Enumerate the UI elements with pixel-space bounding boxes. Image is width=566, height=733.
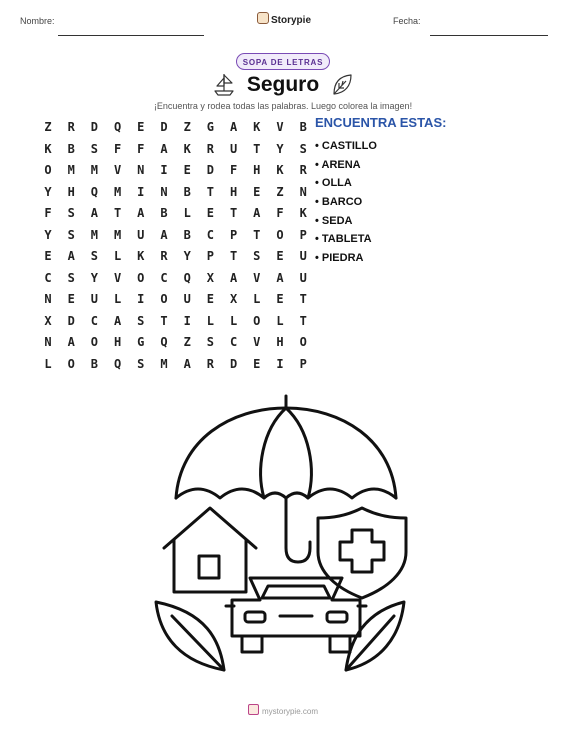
grid-letter: T <box>253 141 261 156</box>
grid-letter: V <box>253 270 261 285</box>
puzzle-type-badge: SOPA DE LETRAS <box>236 53 330 70</box>
instructions: ¡Encuentra y rodea todas las palabras. Luego colorea la imagen! <box>153 101 413 111</box>
umbrella-icon <box>176 396 396 562</box>
grid-letter: A <box>229 270 238 285</box>
grid-letter: G <box>206 120 214 134</box>
grid-letter: N <box>137 163 145 177</box>
grid-letter: U <box>299 249 307 263</box>
date-label: Fecha: <box>393 16 421 26</box>
grid-letter: G <box>137 335 145 349</box>
grid-letter: E <box>253 356 261 371</box>
grid-letter: T <box>113 206 122 220</box>
grid-letter: D <box>206 163 214 177</box>
grid-letter: E <box>67 292 75 306</box>
grid-letter: O <box>44 163 52 177</box>
grid-letter: A <box>276 270 284 285</box>
grid-letter: V <box>113 163 122 177</box>
grid-letter: O <box>276 227 284 242</box>
grid-letter: S <box>253 249 261 263</box>
grid-letter: F <box>276 206 284 220</box>
grid-letter: A <box>253 206 261 220</box>
grid-letter: V <box>276 120 284 134</box>
grid-letter: D <box>67 313 75 328</box>
grid-letter: E <box>276 249 284 263</box>
page-header <box>0 10 566 34</box>
grid-letter: H <box>229 184 238 199</box>
grid-letter: E <box>183 163 191 177</box>
grid-letter: M <box>90 227 98 242</box>
grid-letter: I <box>160 163 168 177</box>
page-title: Seguro <box>246 73 320 96</box>
grid-letter: U <box>183 292 191 306</box>
grid-letter: N <box>299 184 307 199</box>
grid-letter: T <box>299 292 307 306</box>
grid-letter: A <box>90 206 98 220</box>
grid-letter: S <box>90 141 98 156</box>
grid-letter: T <box>229 249 238 263</box>
grid-letter: A <box>160 141 168 156</box>
grid-letter: U <box>299 270 307 285</box>
grid-letter: X <box>229 292 238 306</box>
grid-letter: Q <box>113 120 122 134</box>
page-footer <box>0 704 566 716</box>
grid-letter: D <box>229 356 238 371</box>
grid-letter: Y <box>183 249 191 263</box>
grid-letter: S <box>67 206 75 220</box>
grid-letter: M <box>90 163 98 177</box>
grid-letter: F <box>229 163 238 177</box>
grid-letter: B <box>183 227 191 242</box>
grid-letter: L <box>113 292 122 306</box>
name-label: Nombre: <box>20 16 55 26</box>
grid-letter: K <box>253 120 261 134</box>
grid-letter: O <box>67 356 75 371</box>
grid-letter: H <box>276 335 284 349</box>
grid-letter: D <box>160 120 168 134</box>
grid-letter: C <box>160 270 168 285</box>
grid-letter: Y <box>276 141 284 156</box>
word-item: • PIEDRA <box>315 252 364 265</box>
leaf-icon <box>156 602 224 670</box>
grid-letter: O <box>137 270 145 285</box>
grid-letter: P <box>299 356 307 371</box>
grid-letter: A <box>229 120 238 134</box>
grid-letter: C <box>44 270 52 285</box>
grid-letter: L <box>183 206 191 220</box>
grid-letter: S <box>67 270 75 285</box>
grid-letter: E <box>253 184 261 199</box>
grid-letter: S <box>137 313 145 328</box>
grid-letter: C <box>206 227 214 242</box>
grid-letter: K <box>44 141 52 156</box>
grid-letter: V <box>253 335 261 349</box>
word-item: • BARCO <box>315 196 363 209</box>
grid-letter: N <box>44 292 52 306</box>
insurance-illustration <box>150 390 410 675</box>
grid-letter: K <box>137 249 145 263</box>
grid-letter: R <box>160 249 168 263</box>
grid-letter: S <box>67 227 75 242</box>
grid-letter: P <box>229 227 238 242</box>
word-item: • OLLA <box>315 177 352 190</box>
grid-letter: T <box>206 184 214 199</box>
grid-letter: B <box>299 120 307 134</box>
grid-letter: M <box>160 356 168 371</box>
grid-letter: U <box>90 292 98 306</box>
grid-letter: U <box>137 227 145 242</box>
grid-letter: U <box>229 141 238 156</box>
word-list-title: ENCUENTRA ESTAS: <box>315 115 447 130</box>
grid-letter: S <box>137 356 145 371</box>
grid-letter: B <box>160 206 168 220</box>
grid-letter: L <box>44 356 52 371</box>
grid-letter: O <box>253 313 261 328</box>
grid-letter: Y <box>44 184 52 199</box>
grid-letter: S <box>90 249 98 263</box>
house-icon <box>164 508 256 592</box>
leaf-decoration-icon <box>330 72 354 98</box>
grid-letter: R <box>299 163 307 177</box>
grid-letter: K <box>183 141 191 156</box>
grid-letter: Z <box>276 184 284 199</box>
grid-letter: L <box>206 313 214 328</box>
grid-letter: T <box>253 227 261 242</box>
grid-letter: I <box>183 313 191 328</box>
grid-letter: S <box>206 335 214 349</box>
grid-letter: P <box>206 249 214 263</box>
grid-letter: Q <box>113 356 122 371</box>
grid-letter: Y <box>90 270 98 285</box>
brand-name: Storypie <box>271 15 312 26</box>
grid-letter: F <box>113 141 122 156</box>
grid-letter: R <box>206 141 214 156</box>
date-line <box>430 35 548 36</box>
grid-letter: E <box>206 292 214 306</box>
word-list <box>315 137 377 268</box>
grid-letter: N <box>44 335 52 349</box>
grid-letter: Y <box>44 227 52 242</box>
grid-letter: P <box>299 227 307 242</box>
grid-letter: L <box>276 313 284 328</box>
grid-letter: C <box>229 335 238 349</box>
word-item: • TABLETA <box>315 233 372 246</box>
grid-letter: B <box>67 141 75 156</box>
grid-letter: T <box>160 313 168 328</box>
grid-letter: A <box>113 313 122 328</box>
word-item: • SEDA <box>315 214 353 227</box>
grid-letter: Q <box>183 270 191 285</box>
grid-letter: D <box>90 120 98 134</box>
grid-letter: K <box>276 163 284 177</box>
grid-letter: Q <box>160 335 168 349</box>
grid-letter: E <box>137 120 145 134</box>
name-line <box>58 35 204 36</box>
shield-cross-icon <box>318 508 406 598</box>
grid-letter: Z <box>183 335 191 349</box>
grid-letter: L <box>113 249 122 263</box>
grid-letter: O <box>160 292 168 306</box>
grid-letter: V <box>113 270 122 285</box>
grid-letter: C <box>90 313 98 328</box>
grid-letter: I <box>137 292 145 306</box>
grid-letter: A <box>137 206 145 220</box>
grid-letter: F <box>137 141 145 156</box>
grid-letter: O <box>90 335 98 349</box>
grid-letter: T <box>299 313 307 328</box>
grid-letter: I <box>137 184 145 199</box>
grid-letter: B <box>90 356 98 371</box>
grid-letter: L <box>253 292 261 306</box>
brand-logo <box>257 12 311 26</box>
grid-letter: Q <box>90 184 98 199</box>
grid-letter: M <box>113 184 122 199</box>
grid-letter: A <box>160 227 168 242</box>
word-item: • CASTILLO <box>315 140 377 152</box>
grid-letter: H <box>67 184 75 199</box>
grid-letter: E <box>44 249 52 263</box>
grid-letter: N <box>160 184 168 199</box>
grid-letter: E <box>206 206 214 220</box>
grid-letter: K <box>299 206 307 220</box>
grid-letter: O <box>299 335 307 349</box>
grid-letter: A <box>67 249 75 263</box>
grid-letter: X <box>206 270 214 285</box>
grid-letter: L <box>229 313 238 328</box>
grid-letter: H <box>253 163 261 177</box>
grid-letter: A <box>67 335 75 349</box>
grid-letter: E <box>276 292 284 306</box>
grid-letter: R <box>67 120 75 134</box>
grid-letter: M <box>67 163 75 177</box>
storypie-footer-icon <box>248 704 259 715</box>
grid-letter: F <box>44 206 52 220</box>
grid-letter: M <box>113 227 122 242</box>
grid-letter: I <box>276 356 284 371</box>
footer-url: mystorypie.com <box>261 707 318 716</box>
grid-letter: S <box>299 141 307 156</box>
grid-letter: A <box>183 356 191 371</box>
grid-letter: T <box>229 206 238 220</box>
word-item: • ARENA <box>315 158 361 171</box>
grid-letter: Z <box>183 120 191 134</box>
grid-letter: R <box>206 356 214 371</box>
grid-letter: B <box>183 184 191 199</box>
grid-letter: Z <box>44 120 52 134</box>
storypie-logo-icon <box>257 12 269 24</box>
grid-letter: H <box>113 335 122 349</box>
grid-letter: X <box>44 313 52 328</box>
